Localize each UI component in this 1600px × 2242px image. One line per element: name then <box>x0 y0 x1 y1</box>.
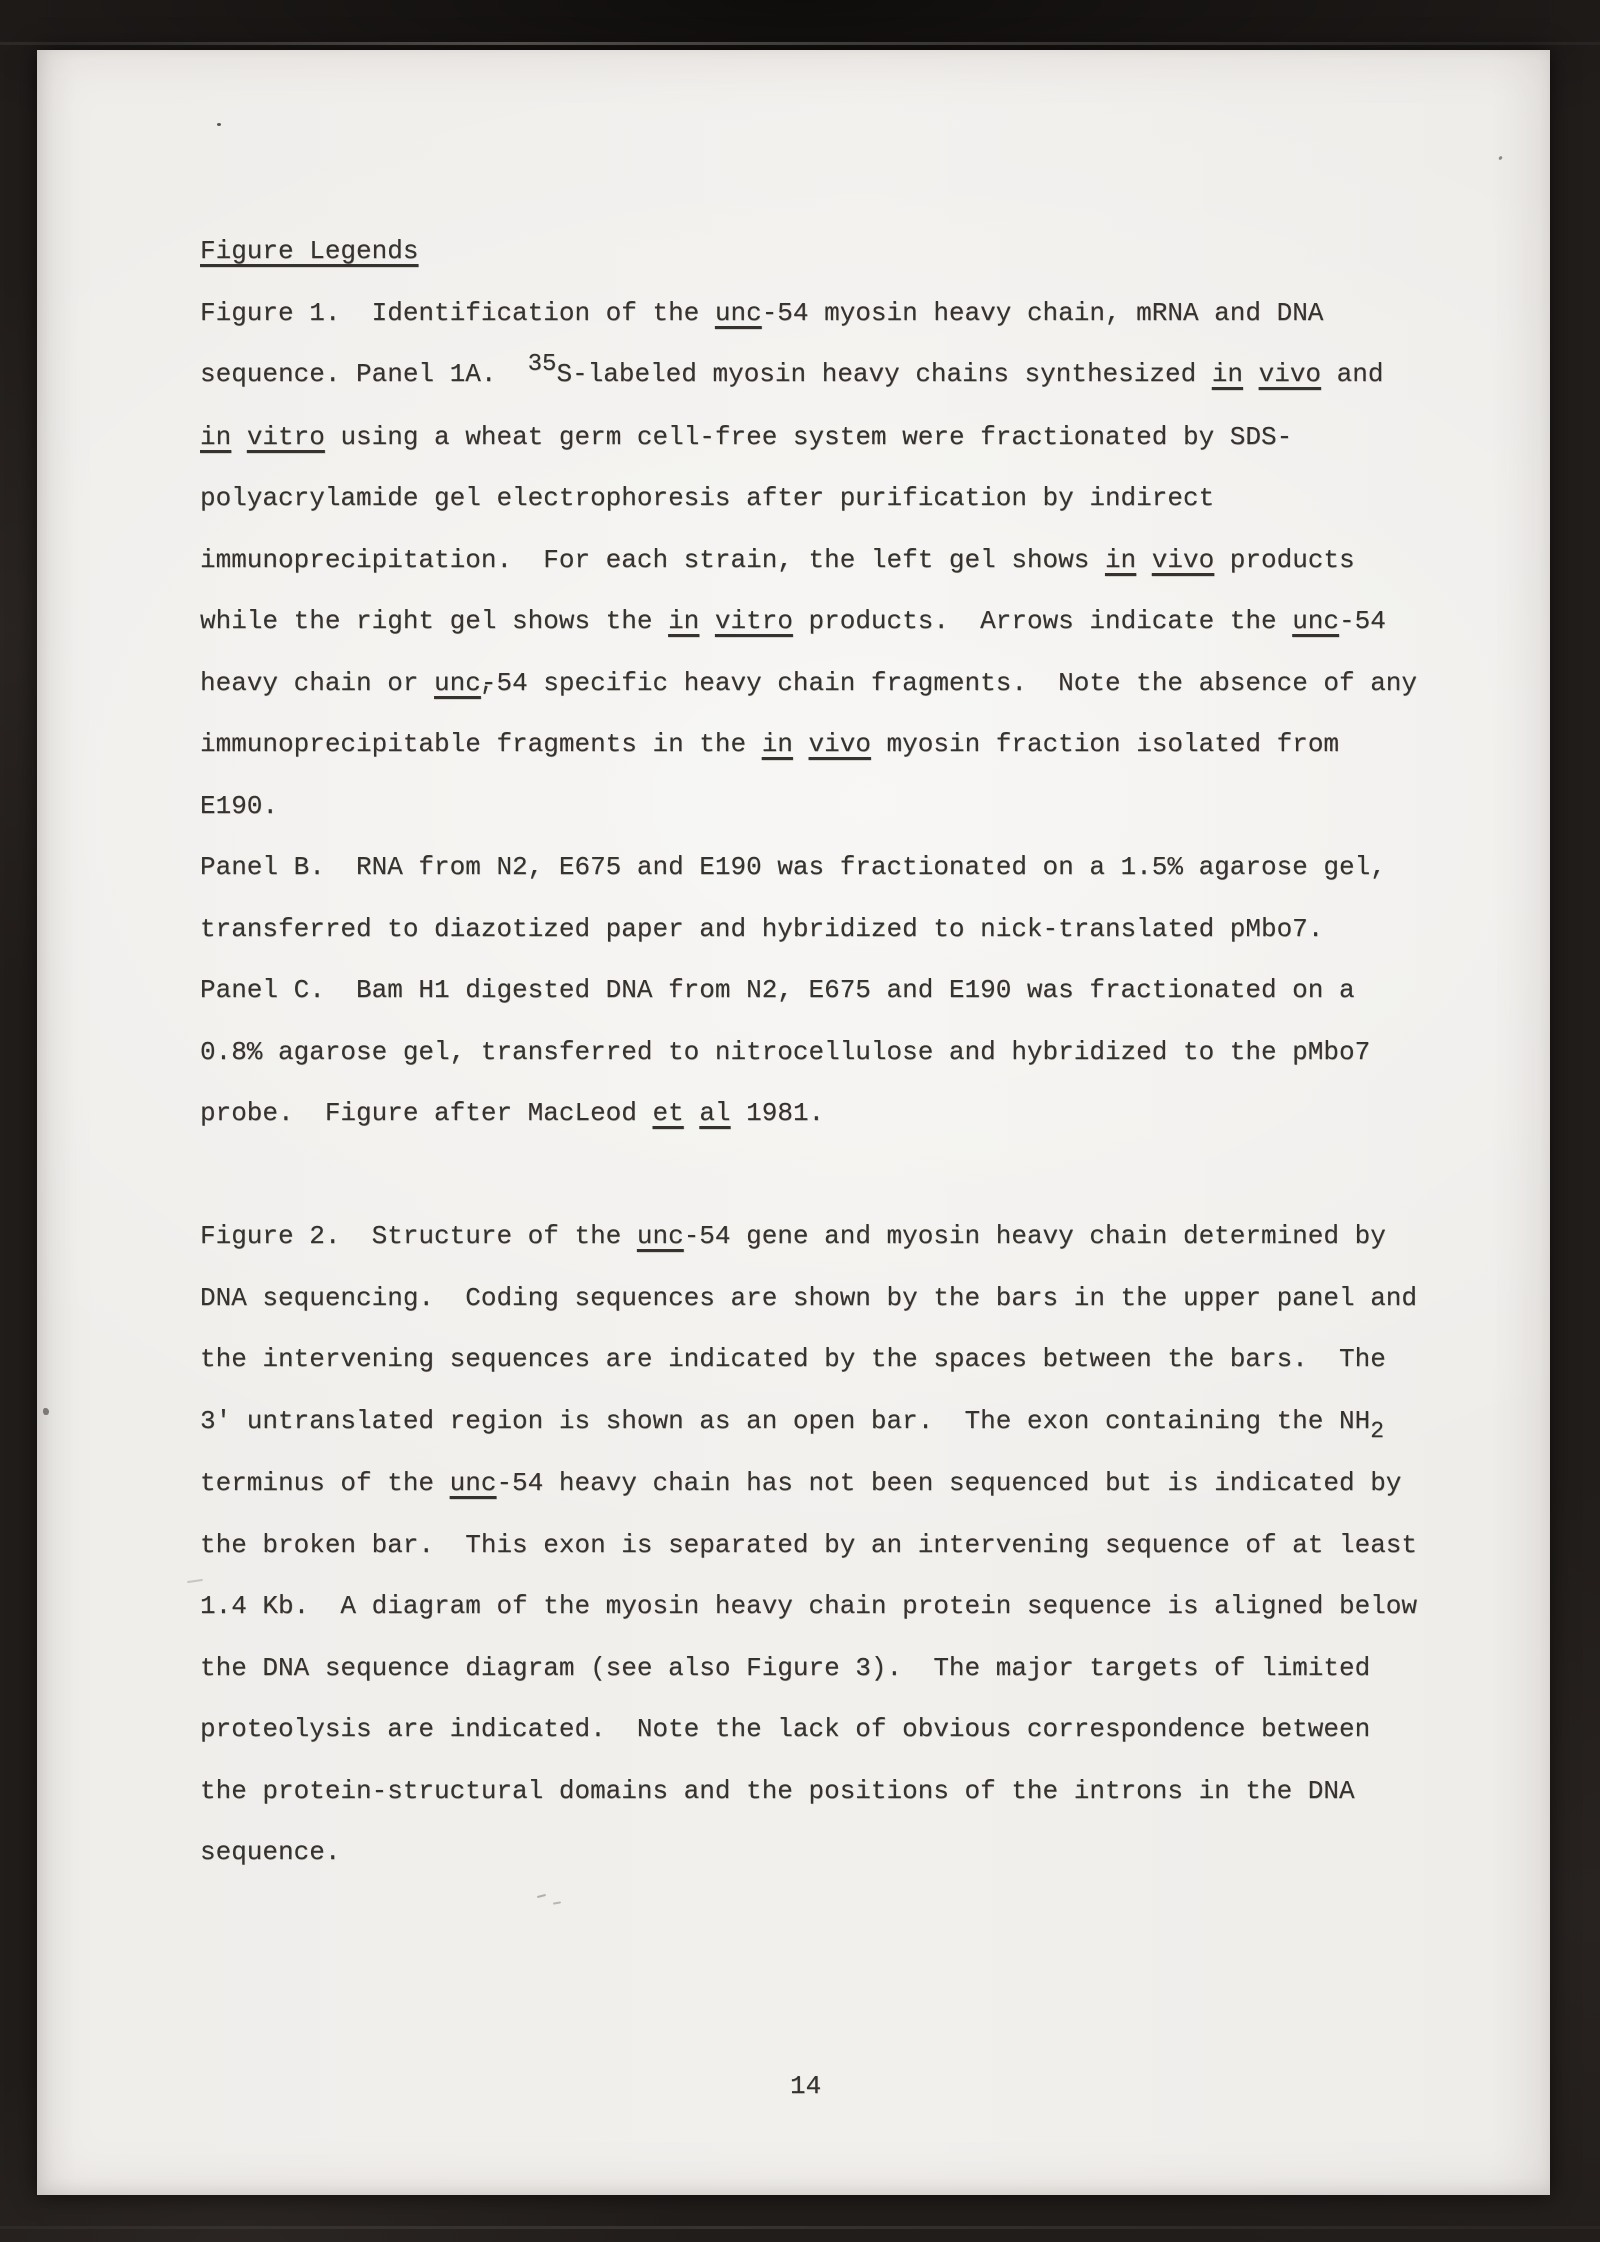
scan-speck <box>537 1894 546 1898</box>
scan-speck <box>553 1901 561 1904</box>
text-line: 0.8% agarose gel, transferred to nitrocellulose and hybridized to the pMbo7 <box>200 1036 1371 1067</box>
text-line: while the right gel shows the in vitro products. Arrows indicate the unc-54 <box>200 606 1386 636</box>
text-line: E190. <box>200 790 279 821</box>
text-line: probe. Figure after MacLeod et al 1981. <box>200 1098 825 1128</box>
text-line: terminus of the unc-54 heavy chain has not been sequenced but is indicated by <box>200 1468 1402 1498</box>
text-line: proteolysis are indicated. Note the lack of obvious correspondence between <box>200 1714 1371 1744</box>
document-page <box>37 50 1550 2195</box>
text-line: 3' untranslated region is shown as an open bar. The exon containing the NH2 <box>200 1405 1385 1444</box>
text-line: in vitro using a wheat germ cell-free system were fractionated by SDS- <box>200 421 1293 452</box>
scan-speck <box>1498 156 1503 161</box>
paper-edge-mark <box>43 1408 49 1415</box>
text-line: immunoprecipitation. For each strain, the left gel shows in vivo products <box>200 544 1355 575</box>
text-line: transferred to diazotized paper and hybridized to nick-translated pMbo7. <box>200 913 1324 944</box>
text-line: the intervening sequences are indicated by the spaces between the bars. The <box>200 1344 1386 1374</box>
text-line: the DNA sequence diagram (see also Figure 3). The major targets of limited <box>200 1652 1371 1683</box>
text-line: heavy chain or unc-54 specific heavy chain fragments. Note the absence of any <box>200 667 1418 698</box>
text-line: sequence. <box>200 1837 341 1867</box>
text-line: Figure 2. Structure of the unc-54 gene and myosin heavy chain determined by <box>200 1221 1386 1251</box>
text-line <box>200 1145 1417 1207</box>
text-line: Figure 1. Identification of the unc-54 myosin heavy chain, mRNA and DNA <box>200 297 1324 328</box>
mount-seam-bottom <box>0 2226 1600 2229</box>
text-line: Panel B. RNA from N2, E675 and E190 was fractionated on a 1.5% agarose gel, <box>200 852 1386 882</box>
document-text <box>200 221 1417 1884</box>
text-line: the broken bar. This exon is separated by an intervening sequence of at least <box>200 1529 1417 1560</box>
text-line: immunoprecipitable fragments in the in vivo myosin fraction isolated from <box>200 729 1340 759</box>
scan-speck <box>217 123 221 126</box>
text-line: Panel C. Bam H1 digested DNA from N2, E675 and E190 was fractionated on a <box>200 975 1355 1005</box>
text-line: DNA sequencing. Coding sequences are shown by the bars in the upper panel and <box>200 1282 1417 1313</box>
text-line: the protein-structural domains and the positions of the introns in the DNA <box>200 1775 1355 1806</box>
correction-mark: ' <box>471 682 495 716</box>
text-line: polyacrylamide gel electrophoresis after purification by indirect <box>200 483 1215 513</box>
text-line: 1.4 Kb. A diagram of the myosin heavy chain protein sequence is aligned below <box>200 1591 1417 1621</box>
text-line: sequence. Panel 1A. 35S-labeled myosin heavy chains synthesized in vivo and <box>200 351 1384 389</box>
figure-legends-heading: Figure Legends <box>200 236 419 266</box>
mount-seam-top <box>0 42 1600 45</box>
page-number: 14 <box>790 2071 822 2101</box>
